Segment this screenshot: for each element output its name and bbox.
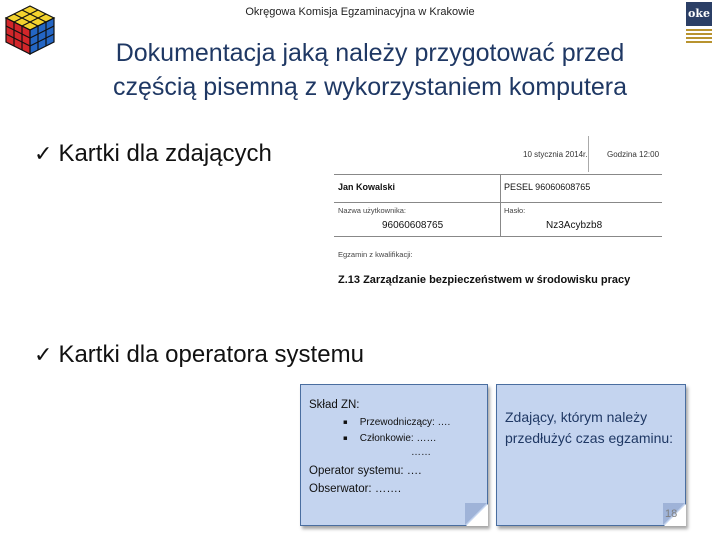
oke-logo	[682, 2, 716, 58]
note-item-text: Przewodniczący: ….	[359, 417, 451, 428]
page-number: 18	[665, 508, 678, 520]
square-bullet-icon: ▪	[343, 434, 348, 443]
note-extended-time	[496, 384, 686, 526]
card-login-value: 96060608765	[382, 220, 444, 231]
title-line-1: Dokumentacja jaką należy przygotować przed	[115, 39, 625, 67]
card-qual-label: Egzamin z kwalifikacji:	[338, 250, 413, 259]
rubiks-cube-icon	[4, 4, 56, 56]
bullet-text: Kartki dla operatora systemu	[58, 341, 364, 368]
title-line-2: częścią pisemną z wykorzystaniem komputera	[112, 73, 628, 101]
note-item-text: Członkowie: ……	[359, 433, 437, 444]
card-qual-value: Z.13 Zarządzanie bezpieczeństwem w środowisku pracy	[338, 274, 631, 286]
bullet-candidate-cards	[34, 140, 272, 168]
card-pesel: PESEL 96060608765	[504, 182, 591, 192]
bullet-text: Kartki dla zdających	[58, 140, 272, 167]
card-password-label: Hasło:	[504, 206, 526, 215]
note-observer: Obserwator: …….	[309, 483, 402, 495]
card-login-label: Nazwa użytkownika:	[338, 206, 406, 215]
card-password-value: Nz3Acybzb8	[546, 220, 603, 231]
candidate-card-sample	[332, 134, 664, 296]
card-name: Jan Kowalski	[338, 182, 396, 192]
note-sklad: Skład ZN:	[309, 399, 360, 411]
card-date: 10 stycznia 2014r.	[523, 150, 588, 159]
logo-mark: oke	[686, 2, 712, 26]
note-fold-shade	[465, 503, 487, 525]
header-org: Okręgowa Komisja Egzaminacyjna w Krakowie	[245, 6, 475, 18]
page-title	[60, 36, 680, 104]
note-item-members	[343, 433, 436, 444]
card-time: Godzina 12:00	[607, 150, 660, 159]
checkmark-icon: ✓	[34, 343, 53, 368]
note-operator: Operator systemu: ….	[309, 465, 422, 477]
checkmark-icon: ✓	[34, 142, 53, 167]
logo-lines	[682, 29, 716, 43]
note-committee	[300, 384, 488, 526]
note-extended-text: Zdający, którym należy przedłużyć czas egzaminu:	[505, 409, 674, 446]
note-item-chair	[343, 417, 450, 428]
note-dots: ……	[411, 447, 431, 458]
square-bullet-icon: ▪	[343, 418, 348, 427]
bullet-operator-cards	[34, 341, 364, 369]
